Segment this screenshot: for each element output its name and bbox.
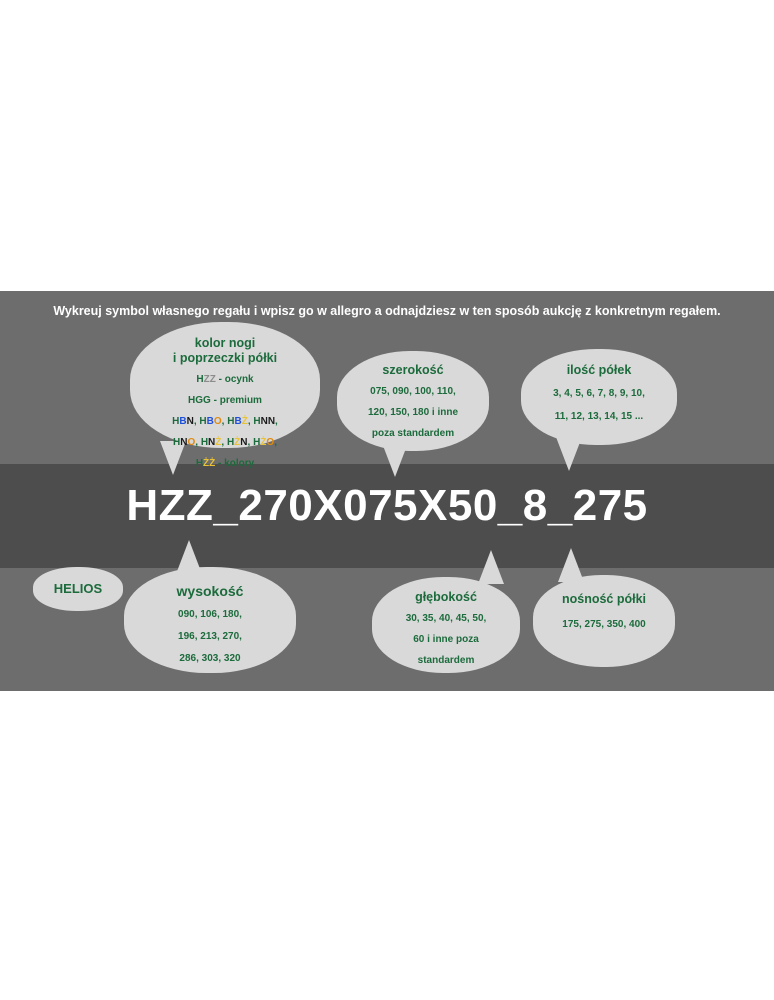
product-code: HZZ_270X075X50_8_275 — [126, 481, 648, 530]
callout-title: nośność półki — [561, 592, 647, 606]
callout-title: ilość półek — [566, 363, 632, 377]
callout-values-line3: poza standardem — [371, 428, 455, 440]
callout-values-line3: 286, 303, 320 — [179, 653, 241, 665]
kolor-line-ocynk: HZZ - ocynk — [196, 374, 254, 385]
headline-text: Wykreuj symbol własnego regału i wpisz go w allegro a odnajdziesz w ten sposób aukcję z konkretnym regałem. — [53, 304, 721, 318]
callout-title: głębokość — [415, 590, 477, 604]
callout-kolor-nogi — [130, 322, 320, 469]
callout-values-line2: 196, 213, 270, — [178, 630, 242, 642]
callout-ilosc-polek — [521, 349, 677, 445]
callout-values-line1: 075, 090, 100, 110, — [370, 386, 456, 397]
callout-values-line1: 30, 35, 40, 45, 50, — [405, 613, 487, 624]
kolor-line-codes-3: HŻŻ - kolory — [195, 458, 255, 469]
callout-values-line3: standardem — [417, 655, 475, 667]
callout-szerokosc — [337, 351, 489, 451]
callout-values-line1: 3, 4, 5, 6, 7, 8, 9, 10, — [553, 388, 645, 399]
callout-title: wysokość — [176, 583, 244, 599]
callout-values-line2: 120, 150, 180 i inne — [367, 407, 459, 419]
callout-title-line1: kolor nogi — [194, 336, 256, 350]
callout-title-line2: i poprzeczki półki — [172, 351, 278, 365]
callout-helios — [33, 567, 123, 611]
kolor-line-premium: HGG - premium — [188, 395, 262, 406]
callout-values-line2: 11, 12, 13, 14, 15 ... — [554, 411, 644, 423]
callout-values-line1: 175, 275, 350, 400 — [562, 619, 646, 630]
callout-values-line2: 60 i inne poza — [413, 634, 479, 646]
callout-title: HELIOS — [53, 581, 103, 597]
callout-tail-glebokosc — [478, 550, 504, 584]
kolor-line-codes-2: HNO, HNŻ, HŻN, HŻO, — [173, 437, 277, 448]
callout-values-line1: 090, 106, 180, — [178, 608, 242, 620]
callout-title: szerokość — [382, 363, 444, 377]
kolor-line-codes-1: HBN, HBO, HBŻ, HNN, — [172, 416, 278, 427]
callout-wysokosc — [124, 567, 296, 673]
callout-nosnosc-polki — [533, 575, 675, 667]
callout-glebokosc — [372, 577, 520, 673]
symbol-explainer-diagram — [0, 291, 774, 691]
